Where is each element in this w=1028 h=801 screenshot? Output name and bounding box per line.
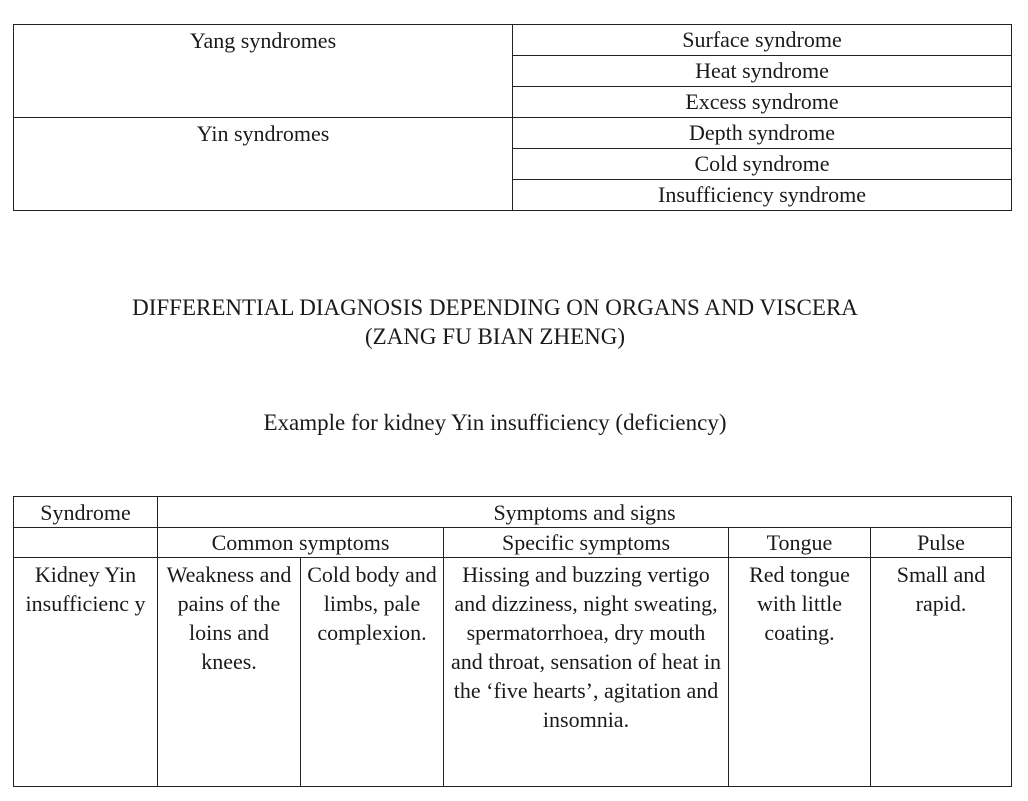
cell-common-symptoms-1 bbox=[158, 558, 301, 787]
surface-syndrome: Surface syndrome bbox=[513, 25, 1012, 56]
tongue-text: Red tongue with little coating. bbox=[749, 562, 850, 645]
syndrome-classification-table bbox=[13, 24, 1012, 211]
yin-syndromes-label: Yin syndromes bbox=[14, 118, 513, 211]
syndrome-name-text: Kidney Yin insufficienc y bbox=[25, 562, 146, 616]
common-symptoms-2-text: Cold body and limbs, pale complexion. bbox=[307, 562, 437, 645]
subheader-specific-symptoms: Specific symptoms bbox=[444, 528, 729, 558]
section-heading-line-2: (ZANG FU BIAN ZHENG) bbox=[365, 324, 625, 349]
heat-syndrome: Heat syndrome bbox=[513, 56, 1012, 87]
subheader-tongue: Tongue bbox=[729, 528, 871, 558]
common-symptoms-1-text: Weakness and pains of the loins and knees. bbox=[166, 562, 292, 674]
pulse-text: Small and rapid. bbox=[896, 562, 986, 616]
yang-syndromes-label: Yang syndromes bbox=[14, 25, 513, 118]
depth-syndrome: Depth syndrome bbox=[513, 118, 1012, 149]
excess-syndrome: Excess syndrome bbox=[513, 87, 1012, 118]
kidney-yin-diagnosis-table bbox=[13, 496, 1012, 787]
subheader-empty bbox=[14, 528, 158, 558]
header-symptoms-and-signs: Symptoms and signs bbox=[158, 497, 1012, 528]
specific-symptoms-text: Hissing and buzzing vertigo and dizziness, night sweating, spermatorrhoea, dry mouth and throat, sensation of heat in the ‘five hearts’, agitation and insomnia. bbox=[450, 562, 722, 732]
header-syndrome: Syndrome bbox=[14, 497, 158, 528]
cell-syndrome-name bbox=[14, 558, 158, 787]
cell-tongue bbox=[729, 558, 871, 787]
example-caption: Example for kidney Yin insufficiency (deficiency) bbox=[263, 410, 727, 435]
cell-common-symptoms-2 bbox=[301, 558, 444, 787]
cell-specific-symptoms bbox=[444, 558, 729, 787]
cell-pulse bbox=[871, 558, 1012, 787]
insufficiency-syndrome: Insufficiency syndrome bbox=[513, 180, 1012, 211]
section-heading bbox=[0, 293, 990, 351]
section-heading-line-1: DIFFERENTIAL DIAGNOSIS DEPENDING ON ORGANS AND VISCERA bbox=[132, 295, 858, 320]
cold-syndrome: Cold syndrome bbox=[513, 149, 1012, 180]
subheader-pulse: Pulse bbox=[871, 528, 1012, 558]
subheader-common-symptoms: Common symptoms bbox=[158, 528, 444, 558]
